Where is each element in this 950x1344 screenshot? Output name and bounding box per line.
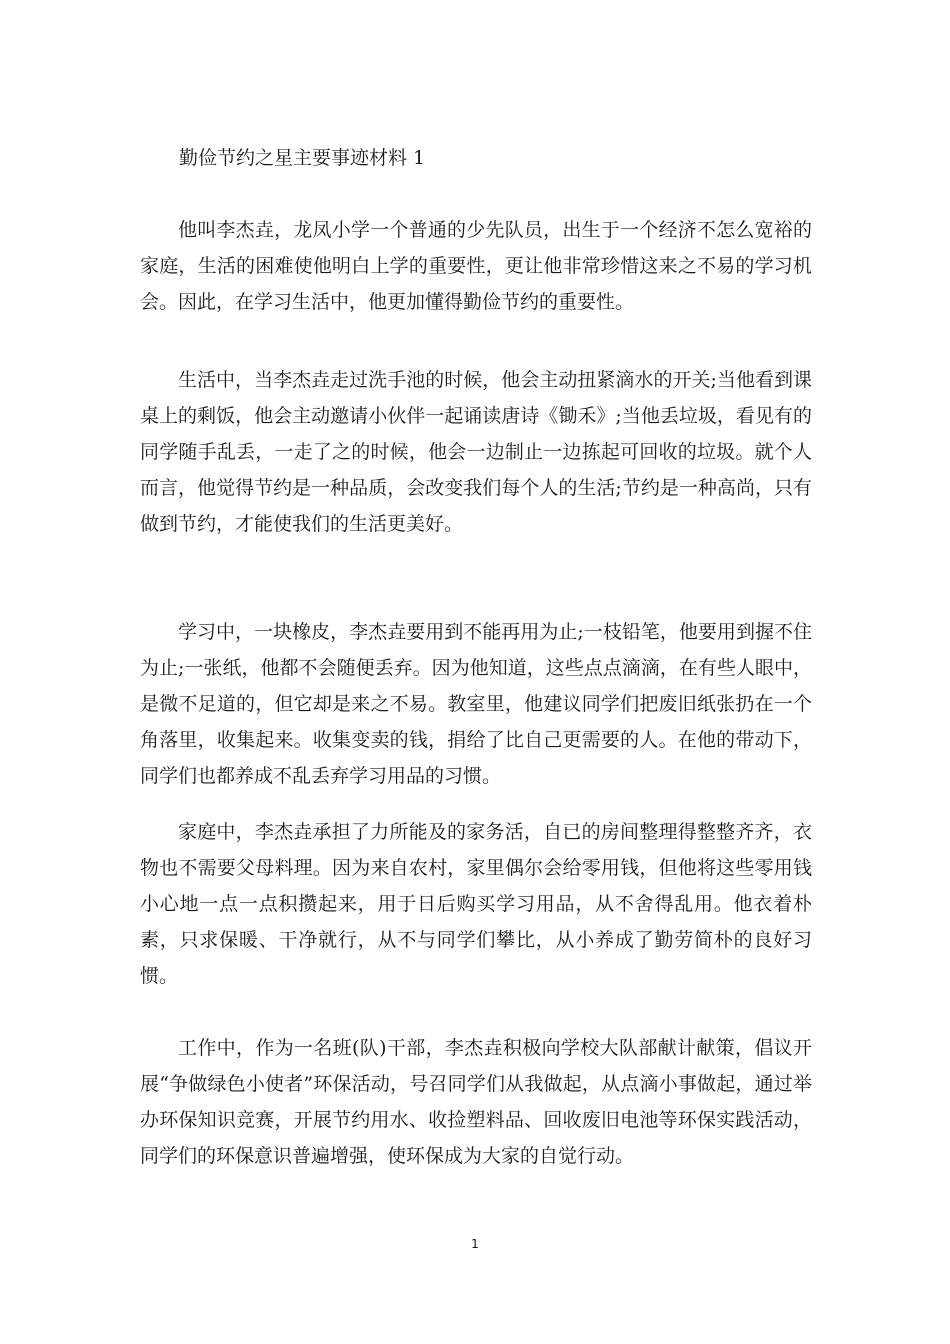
document-title: 勤俭节约之星主要事迹材料 1 [179, 147, 426, 169]
paragraph-2: 生活中，当李杰垚走过洗手池的时候，他会主动扭紧滴水的开关;当他看到课桌上的剩饭，他会主动邀请小伙伴一起诵读唐诗《锄禾》;当他丢垃圾，看见有的同学随手乱丢，一走了之的时候，他会一边制止一边拣起可回收的垃圾。就个人而言，他觉得节约是一种品质，会改变我们每个人的生活;节约是一种高尚，只有做到节约，才能使我们的生活更美好。 [140, 369, 812, 535]
page-number: 1 [471, 1237, 479, 1251]
paragraph-3: 学习中，一块橡皮，李杰垚要用到不能再用为止;一枝铅笔，他要用到握不住为止;一张纸，他都不会随便丢弃。因为他知道，这些点点滴滴，在有些人眼中，是微不足道的，但它却是来之不易。教室里，他建议同学们把废旧纸张扔在一个角落里，收集起来。收集变卖的钱，捐给了比自己更需要的人。在他的带动下，同学们也都养成不乱丢弃学习用品的习惯。 [140, 621, 812, 787]
paragraph-1: 他叫李杰垚，龙凤小学一个普通的少先队员，出生于一个经济不怎么宽裕的家庭，生活的困难使他明白上学的重要性，更让他非常珍惜这来之不易的学习机会。因此，在学习生活中，他更加懂得勤俭节约的重要性。 [140, 219, 812, 313]
paragraph-5: 工作中，作为一名班(队)干部，李杰垚积极向学校大队部献计献策，倡议开展“争做绿色小使者”环保活动，号召同学们从我做起，从点滴小事做起，通过举办环保知识竞赛，开展节约用水、收捡塑料品、回收废旧电池等环保实践活动，同学们的环保意识普遍增强，使环保成为大家的自觉行动。 [140, 1037, 812, 1167]
paragraph-4: 家庭中，李杰垚承担了力所能及的家务活，自已的房间整理得整整齐齐，衣物也不需要父母料理。因为来自农村，家里偶尔会给零用钱，但他将这些零用钱小心地一点一点积攒起来，用于日后购买学习用品，从不舍得乱用。他衣着朴素，只求保暖、干净就行，从不与同学们攀比，从小养成了勤劳简朴的良好习惯。 [140, 821, 812, 987]
